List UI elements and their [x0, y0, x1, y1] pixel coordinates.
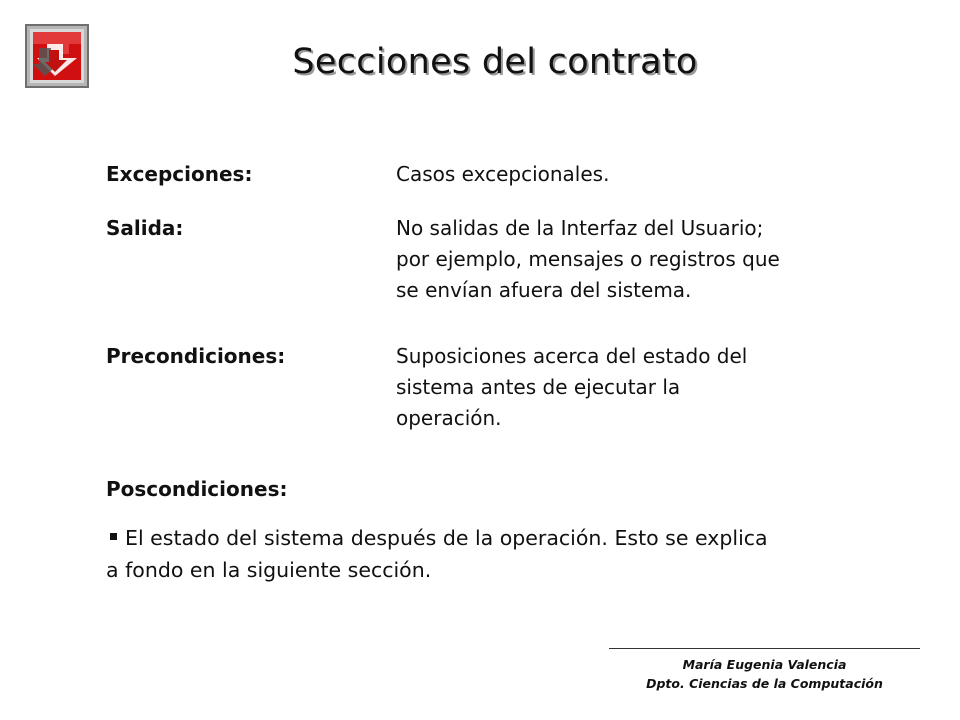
page-title: Secciones del contrato — [292, 42, 698, 82]
footer-author: María Eugenia Valencia — [682, 657, 847, 672]
section-term: Precondiciones: — [106, 344, 286, 368]
definition-line: por ejemplo, mensajes o registros que — [396, 247, 780, 271]
bullet-line — [106, 522, 906, 554]
section-definition — [396, 341, 866, 434]
section-definition — [396, 159, 866, 190]
definition-line: No salidas de la Interfaz del Usuario; — [396, 216, 764, 240]
footer-divider — [609, 648, 920, 649]
footer-department: Dpto. Ciencias de la Computación — [646, 676, 883, 691]
bullet-paragraph — [106, 522, 906, 586]
bullet-text: El estado del sistema después de la operación. Esto se explica — [125, 526, 768, 550]
bullet-line: a fondo en la siguiente sección. — [106, 558, 432, 582]
section-definition — [396, 213, 866, 306]
definition-line: se envían afuera del sistema. — [396, 278, 692, 302]
section-term: Salida: — [106, 216, 184, 240]
definition-line: operación. — [396, 406, 502, 430]
section-term: Excepciones: — [106, 162, 253, 186]
definition-line: sistema antes de ejecutar la — [396, 375, 681, 399]
definition-line: Suposiciones acerca del estado del — [396, 344, 748, 368]
footer — [609, 655, 920, 693]
section-term: Poscondiciones: — [106, 477, 288, 501]
square-bullet-icon — [110, 533, 117, 540]
definition-line: Casos excepcionales. — [396, 162, 610, 186]
